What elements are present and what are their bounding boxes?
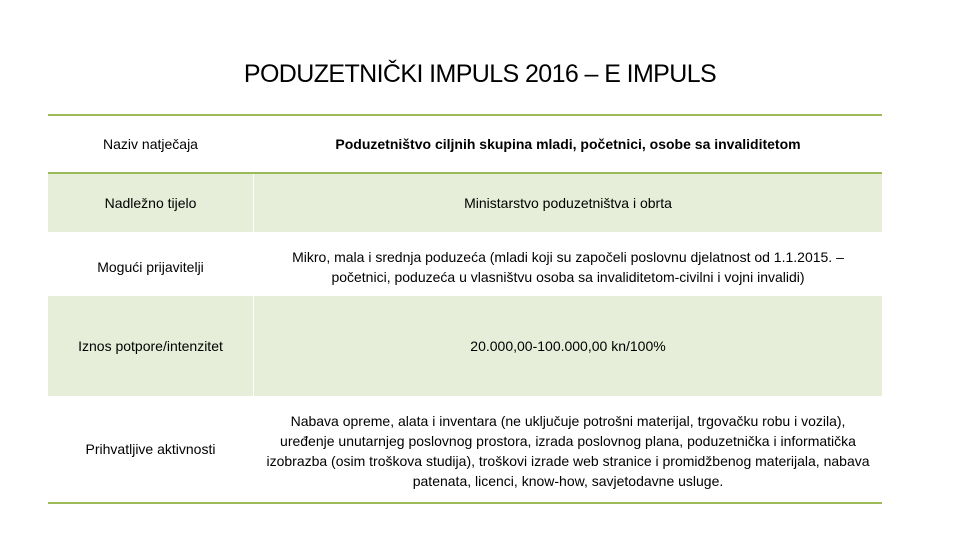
row-value: Poduzetništvo ciljnih skupina mladi, početnici, osobe sa invaliditetom: [335, 136, 801, 152]
table-row: [48, 232, 882, 296]
table-row: [48, 174, 882, 232]
row-label: Mogući prijavitelji: [48, 232, 254, 296]
row-label: Nadležno tijelo: [48, 174, 254, 232]
table-row: [48, 296, 882, 396]
info-table: [48, 114, 882, 504]
row-value: 20.000,00-100.000,00 kn/100%: [470, 338, 666, 354]
table-row: [48, 116, 882, 174]
row-label: Naziv natječaja: [48, 116, 254, 172]
row-value: Mikro, mala i srednja poduzeća (mladi koji su započeli poslovnu djelatnost od 1.1.2015. – početnici, poduzeća u vlasništvu osoba sa invaliditetom-civilni i vojni invalidi): [292, 249, 844, 285]
table-row: [48, 396, 882, 502]
row-label: Iznos potpore/intenzitet: [48, 296, 254, 396]
slide-title: PODUZETNIČKI IMPULS 2016 – E IMPULS: [243, 60, 717, 88]
row-value: Ministarstvo poduzetništva i obrta: [464, 195, 672, 211]
row-label: Prihvatljive aktivnosti: [48, 396, 254, 502]
row-value: Nabava opreme, alata i inventara (ne uključuje potrošni materijal, trgovačku robu i vozila), uređenje unutarnjeg poslovnog prostora, izrada poslovnog plana, poduzetnička i informatička izobrazba (osim troškova studija), troškovi izrade web stranice i promidžbenog materijala, nabava patenata, licenci, know-how, savjetodavne usluge.: [266, 413, 870, 489]
